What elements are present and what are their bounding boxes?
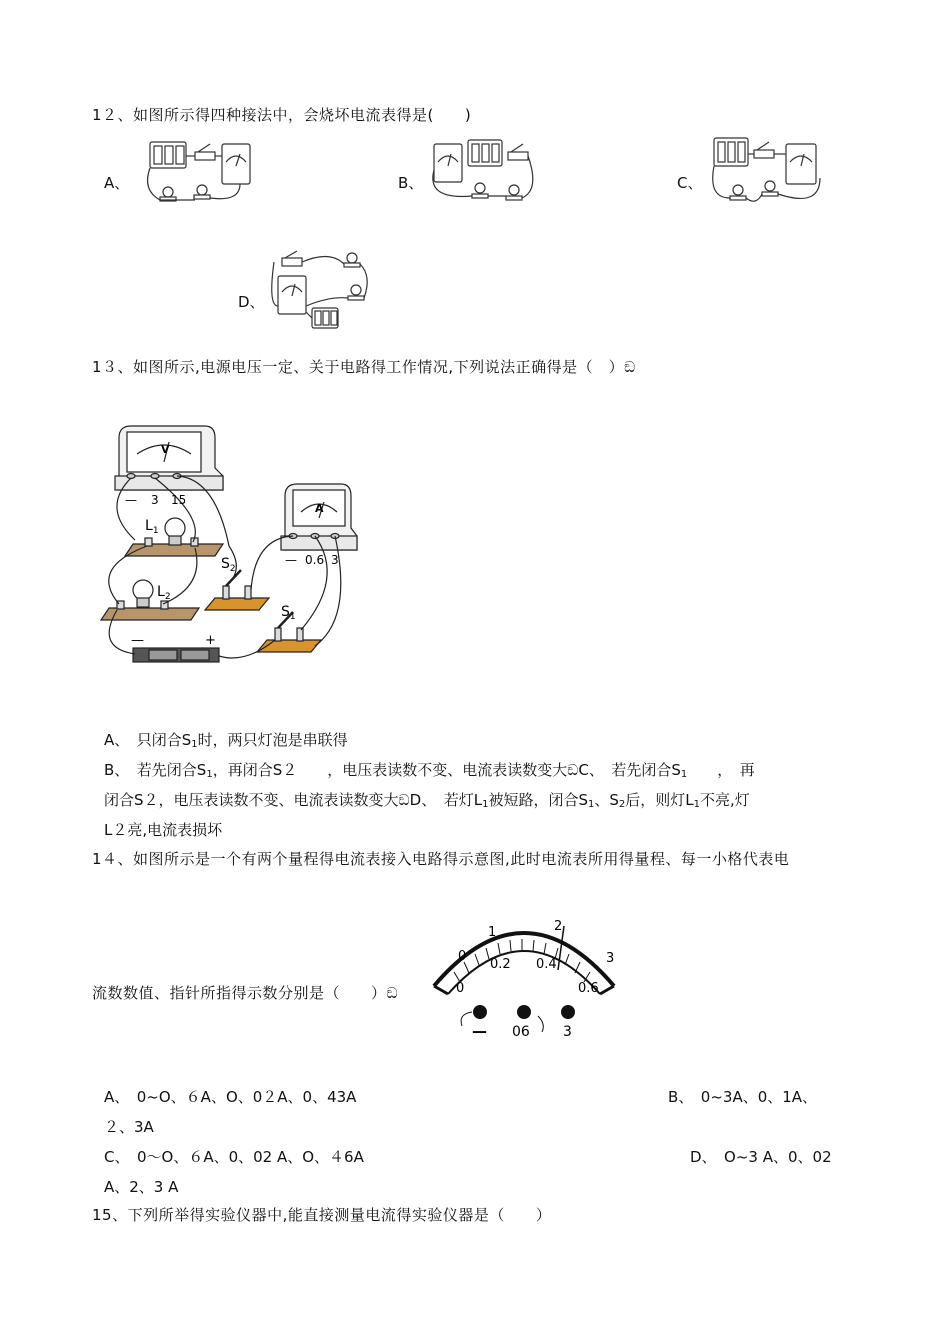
q13-option-a: A、 只闭合$S_1$时，两只灯泡是串联得 [104, 731, 348, 750]
label-l2: $L_2$ [157, 584, 171, 602]
q14-stem-line1: 1４、如图所示是一个有两个量程得电流表接入电路得示意图,此时电流表所用得量程、每一小格代表电 [92, 850, 790, 868]
meter-outer-1: 1 [488, 925, 497, 940]
q14-option-c: C、 0～O、６A、0、02 A、O、４6A [104, 1148, 364, 1166]
battery-plus: + [205, 633, 216, 648]
ammeter-scale-3: 3 [331, 553, 339, 567]
ammeter-scale-minus: — [285, 553, 297, 567]
label-l1: $L_1$ [145, 518, 159, 536]
voltmeter-scale-3: 3 [151, 493, 159, 507]
terminal-3: 3 [563, 1024, 572, 1040]
label-s1: $S_1$ [281, 604, 296, 622]
voltmeter-scale-15: 15 [171, 493, 187, 507]
q13-circuit-figure [95, 418, 370, 678]
meter-inner-06: 0.6 [578, 981, 599, 996]
meter-outer-0: 0 [458, 949, 467, 964]
meter-outer-2: 2 [554, 919, 563, 934]
q12-label-a: A、 [104, 174, 130, 192]
q12-circuit-a [140, 130, 255, 210]
q14-stem-line2: 流数数值、指针所指得示数分别是（ ）ඞ [92, 984, 399, 1002]
ammeter-scale-06: 0.6 [305, 553, 325, 567]
q12-circuit-d [270, 246, 380, 332]
q14-option-a: A、 0~O、６A、O、0２A、0、43A [104, 1088, 357, 1106]
ammeter-letter: A [315, 502, 324, 515]
q13-options-line2: B、 若先闭合$S_1$，再闭合S２ ，电压表读数不变、电流表读数变大ඞC、 若先闭合$S_1$ ， 再 [104, 761, 755, 780]
meter-outer-3: 3 [606, 951, 615, 966]
terminal-minus: — [472, 1022, 487, 1040]
q12-circuit-b [428, 130, 543, 210]
q14-ammeter-figure [418, 902, 630, 1052]
meter-inner-04: 0.4 [536, 957, 557, 972]
battery-minus: — [131, 633, 144, 648]
q12-circuit-c [708, 128, 826, 212]
q12-label-c: C、 [677, 174, 703, 192]
voltmeter-letter: V [161, 443, 170, 456]
q14-option-b-cont: ２、3A [104, 1118, 154, 1136]
q13-options-line4: L２亮,电流表损坏 [104, 821, 223, 839]
q12-label-d: D、 [238, 293, 265, 311]
q13-options-line3: 闭合S２，电压表读数不变、电流表读数变大ඞD、 若灯$L_1$被短路，闭合$S_1$、$S_2$后，则灯$L_1$不亮,灯 [104, 791, 750, 810]
terminal-06: 06 [512, 1024, 530, 1040]
meter-inner-0: 0 [456, 981, 465, 996]
q12-label-b: B、 [398, 174, 424, 192]
meter-inner-02: 0.2 [490, 957, 511, 972]
q12-stem: 1２、如图所示得四种接法中，会烧坏电流表得是( ) [92, 106, 472, 124]
q14-option-b: B、 0~3A、0、1A、 [668, 1088, 818, 1106]
voltmeter-scale-minus: — [125, 493, 137, 507]
label-s2: $S_2$ [221, 556, 236, 574]
q14-option-d-cont: A、2、3 A [104, 1178, 179, 1196]
q14-option-d: D、 O~3 A、0、02 [690, 1148, 832, 1166]
q13-stem: 1３、如图所示,电源电压一定、关于电路得工作情况,下列说法正确得是（ ）ඞ [92, 358, 636, 376]
q15-stem: 15、下列所举得实验仪器中,能直接测量电流得实验仪器是（ ） [92, 1206, 552, 1224]
